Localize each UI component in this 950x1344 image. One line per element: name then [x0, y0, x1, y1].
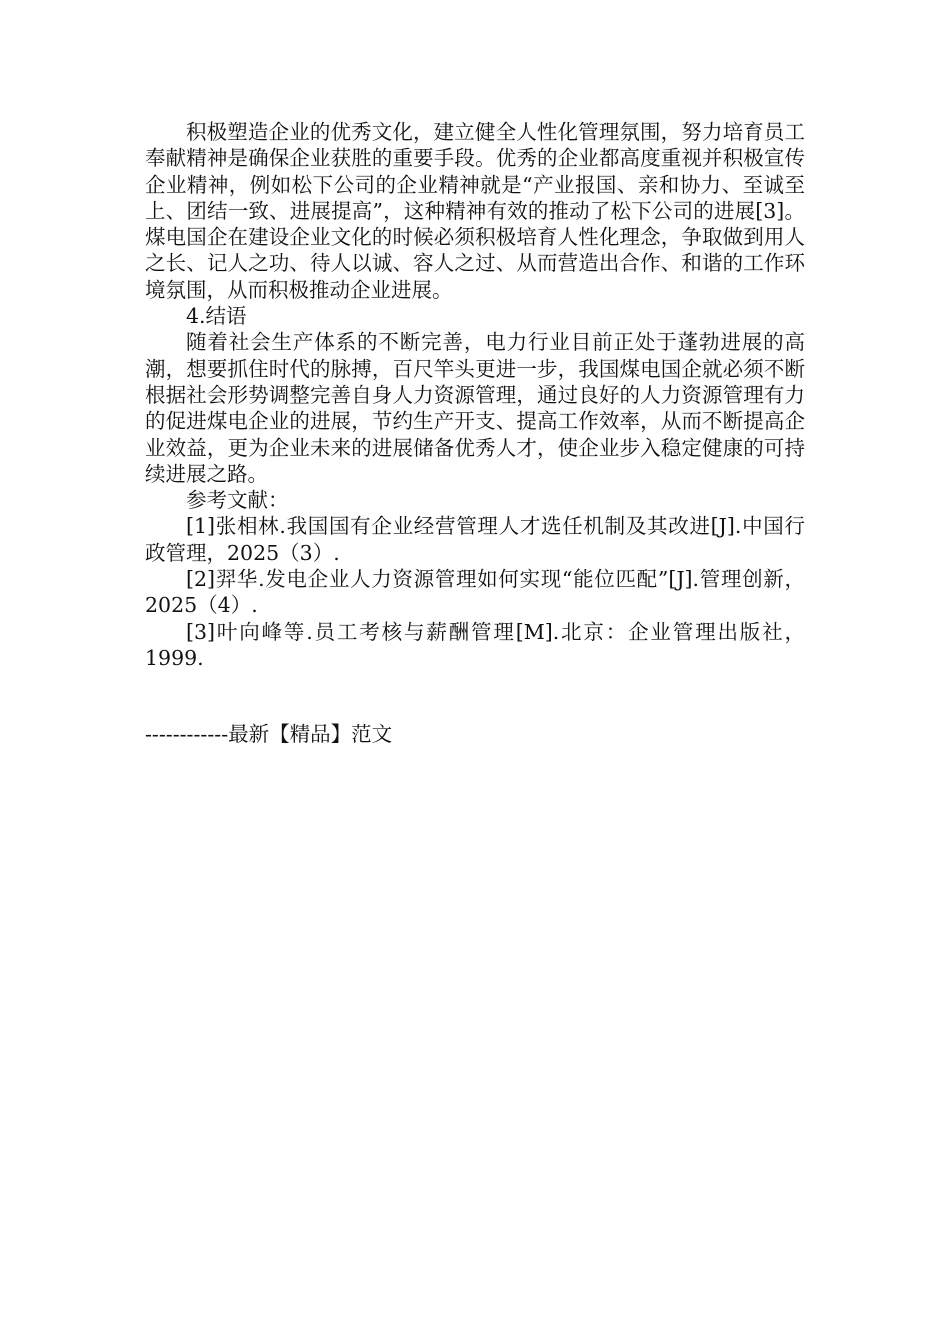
- document-body: [145, 119, 805, 671]
- section-heading-conclusion: 4.结语: [186, 304, 247, 329]
- reference-item-2: [2]羿华.发电企业人力资源管理如何实现“能位匹配”[J].管理创新，2025（4）.: [145, 567, 805, 618]
- paragraph-conclusion: 随着社会生产体系的不断完善，电力行业目前正处于蓬勃进展的高潮，想要抓住时代的脉搏，百尺竿头更进一步，我国煤电国企就必须不断根据社会形势调整完善自身人力资源管理，通过良好的人力资源管理有力的促进煤电企业的进展，节约生产开支、提高工作效率，从而不断提高企业效益，更为企业未来的进展储备优秀人才，使企业步入稳定健康的可持续进展之路。: [145, 330, 805, 486]
- reference-item-3: [3]叶向峰等.员工考核与薪酬管理[M].北京：企业管理出版社，1999.: [145, 619, 805, 670]
- paragraph-enterprise-culture: 积极塑造企业的优秀文化，建立健全人性化管理氛围，努力培育员工奉献精神是确保企业获胜的重要手段。优秀的企业都高度重视并积极宣传企业精神，例如松下公司的企业精神就是“产业报国、亲和协力、至诚至上、团结一致、进展提高”，这种精神有效的推动了松下公司的进展[3]。煤电国企在建设企业文化的时候必须积极培育人性化理念，争取做到用人之长、记人之功、待人以诚、容人之过、从而营造出合作、和谐的工作环境氛围，从而积极推动企业进展。: [145, 120, 805, 302]
- reference-item-1: [1]张相林.我国国有企业经营管理人才选任机制及其改进[J].中国行政管理，2025（3）.: [145, 514, 805, 565]
- references-heading: 参考文献：: [186, 488, 289, 513]
- footer-banner: ------------最新【精品】范文: [145, 722, 393, 746]
